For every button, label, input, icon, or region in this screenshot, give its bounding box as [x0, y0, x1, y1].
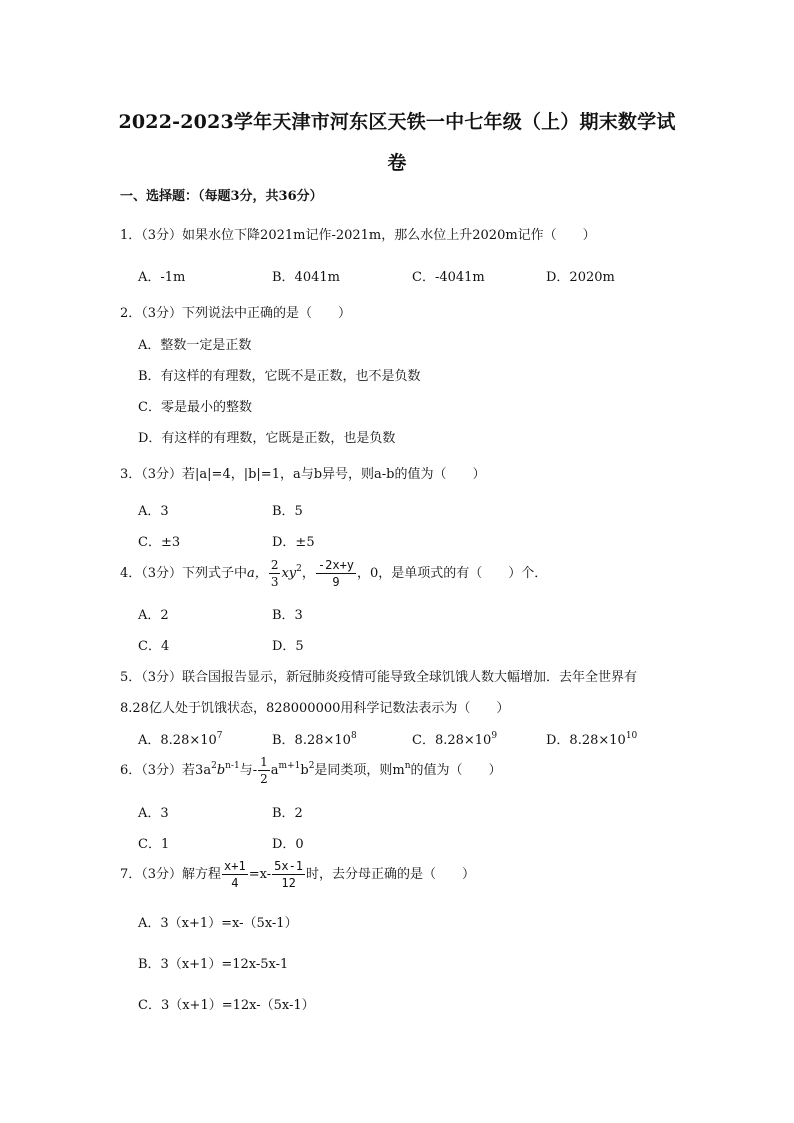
exponent: 7: [216, 731, 223, 741]
question-1-option-a: A．-1m: [138, 270, 186, 285]
option-text: C．8.28×10: [412, 733, 492, 748]
question-5-stem-line-2: 8.28亿人处于饥饿状态，828000000用科学记数法表示为（ ）: [120, 701, 510, 716]
question-5-option-b: [272, 729, 357, 748]
question-7-fraction-right: [272, 858, 305, 891]
question-4-prefix: 4．（3分）下列式子中: [120, 566, 248, 581]
question-1-option-c: C．-4041m: [412, 270, 485, 285]
question-4-option-d: D．5: [272, 639, 304, 654]
term-b: b: [300, 763, 309, 778]
exponent: 2: [296, 564, 302, 574]
question-4-stem: [120, 557, 547, 590]
question-4-term-xy: xy: [281, 566, 297, 581]
question-2-option-b: B．有这样的有理数，它既不是正数，也不是负数: [138, 369, 421, 384]
exponent: 2: [308, 761, 315, 771]
question-4-option-b: B．3: [272, 608, 303, 623]
page-title: 2022-2023学年天津市河东区天铁一中七年级（上）期末数学试: [118, 111, 676, 133]
exponent: m+1: [278, 761, 301, 771]
fraction-numerator: -2x+y: [317, 558, 355, 572]
connector-text: 与: [239, 763, 253, 778]
question-6-option-c: C．1: [138, 837, 170, 852]
comma: ，: [301, 566, 315, 581]
fraction-numerator: 1: [260, 755, 268, 769]
question-1-option-b: B．4041m: [272, 270, 340, 285]
question-7-stem: [120, 858, 475, 891]
question-2-option-c: C．零是最小的整数: [138, 400, 252, 415]
question-6-stem: [120, 754, 502, 787]
page-title-continued: 卷: [387, 152, 407, 174]
option-text: A．8.28×10: [138, 733, 217, 748]
minus-sign: -: [252, 763, 258, 778]
exponent: 2: [211, 761, 217, 771]
question-6-fraction-half: [258, 754, 270, 787]
question-4-option-a: A．2: [138, 608, 169, 623]
fraction-denominator: 4: [231, 876, 239, 890]
question-6-option-d: D．0: [272, 837, 304, 852]
exponent: n-1: [225, 761, 240, 771]
question-7-option-c: C．3（x+1）=12x-（5x-1）: [138, 998, 315, 1013]
question-1-option-d: D．2020m: [546, 270, 615, 285]
question-7-option-a: A．3（x+1）=x-（5x-1）: [138, 916, 298, 931]
question-6-end: 的值为（ ）: [410, 763, 502, 778]
question-3-option-a: A．3: [138, 504, 169, 519]
exponent: 9: [491, 731, 498, 741]
question-5-option-a: [138, 729, 223, 748]
fraction-denominator: 12: [281, 876, 296, 890]
question-7-suffix: 时，去分母正确的是（ ）: [306, 867, 476, 882]
question-3-option-b: B．5: [272, 504, 303, 519]
question-3-option-c: C．±3: [138, 535, 181, 550]
question-2-option-d: D．有这样的有理数，它既是正数，也是负数: [138, 431, 396, 446]
term-b: b: [216, 763, 226, 778]
question-6-option-b: B．2: [272, 806, 303, 821]
question-3-option-d: D．±5: [272, 535, 315, 550]
option-text: B．8.28×10: [272, 733, 351, 748]
question-4-term-a: a，: [247, 566, 268, 581]
fraction-numerator: 5x-1: [274, 859, 304, 873]
question-1-stem: 1．（3分）如果水位下降2021m记作-2021m，那么水位上升2020m记作（ ）: [120, 228, 596, 243]
question-6-option-a: A．3: [138, 806, 169, 821]
section-heading: 一、选择题：（每题3分，共36分）: [120, 189, 323, 204]
question-6-prefix: 6．（3分）若3a: [120, 763, 212, 778]
question-4-fraction-two-thirds: [269, 557, 281, 590]
exponent: n: [404, 761, 411, 771]
fraction-numerator: x+1: [224, 859, 246, 873]
question-5-option-c: [412, 729, 497, 748]
equals-text: =x-: [248, 867, 272, 882]
option-text: D．8.28×10: [546, 733, 626, 748]
question-7-fraction-left: [222, 858, 248, 891]
exponent: 8: [350, 731, 357, 741]
question-5-stem-line-1: 5．（3分）联合国报告显示，新冠肺炎疫情可能导致全球饥饿人数大幅增加．去年全世界有: [120, 670, 638, 685]
term-a: a: [270, 763, 279, 778]
question-4-suffix: ，0，是单项式的有（ ）个．: [357, 566, 548, 581]
question-7-prefix: 7．（3分）解方程: [120, 867, 222, 882]
question-6-suffix: 是同类项，则m: [314, 763, 405, 778]
question-2-stem: 2．（3分）下列说法中正确的是（ ）: [120, 306, 352, 321]
question-4-option-c: C．4: [138, 639, 170, 654]
fraction-denominator: 9: [332, 575, 340, 589]
question-3-stem: 3．（3分）若|a|=4，|b|=1，a与b异号，则a-b的值为（ ）: [120, 467, 486, 482]
fraction-denominator: 3: [270, 575, 279, 589]
fraction-denominator: 2: [260, 772, 268, 786]
fraction-numerator: 2: [270, 558, 279, 572]
question-7-option-b: B．3（x+1）=12x-5x-1: [138, 957, 289, 972]
question-2-option-a: A．整数一定是正数: [138, 338, 252, 353]
question-4-fraction-expression: [316, 557, 356, 590]
question-5-option-d: [546, 729, 637, 748]
exponent: 10: [625, 731, 638, 741]
